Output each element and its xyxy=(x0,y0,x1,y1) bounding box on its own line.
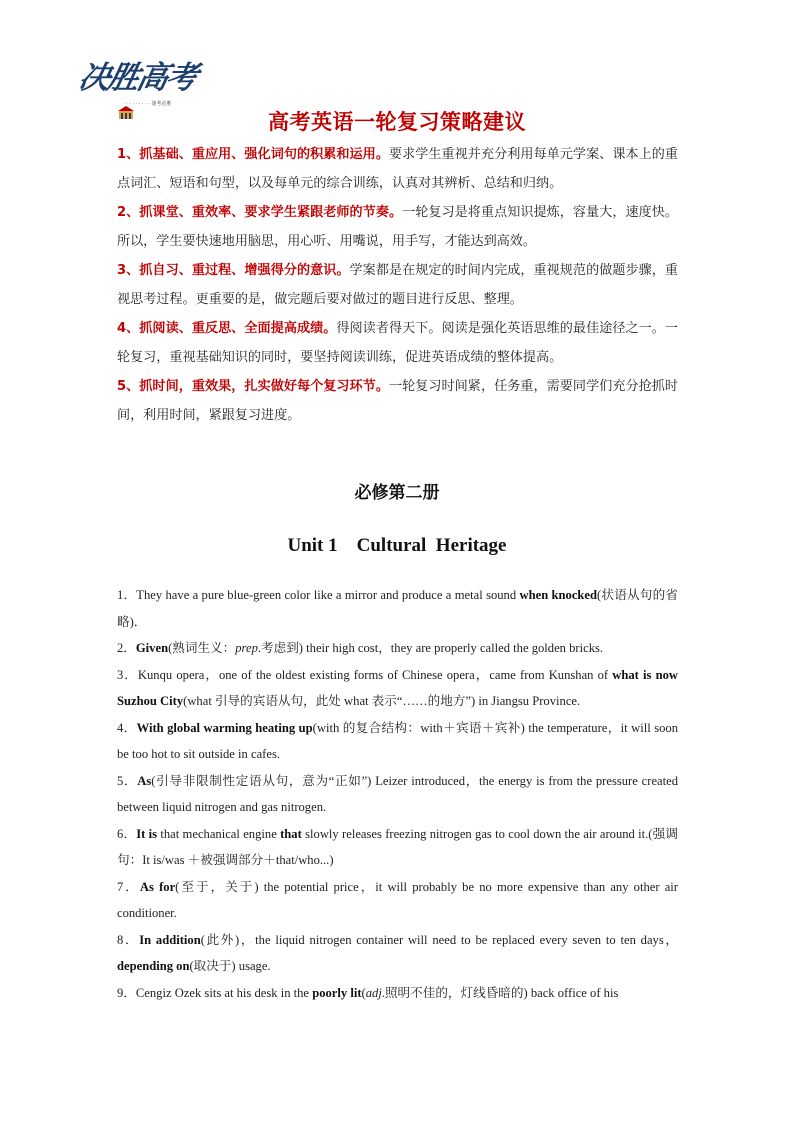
sentence-text: (状语从句的省略)． xyxy=(117,588,678,629)
sentence-text: 4． xyxy=(117,720,137,735)
sentence-text: (至于，关于) the potential price，it will probably be no more expensive than any other air conditioner. xyxy=(117,879,678,920)
tip-item xyxy=(117,372,678,430)
sentence-text: (熟词生义： xyxy=(168,641,236,655)
sentence-text: 2． xyxy=(117,641,136,655)
sentence-item xyxy=(117,927,678,980)
tip-heading: 2、抓课堂、重效率、要求学生紧跟老师的节奏。 xyxy=(117,205,403,220)
sentence-text: .考虑到) their high cost，they are properly called the golden bricks. xyxy=(257,641,604,655)
tip-text: 一轮复习是将重点知识提炼，容量大，速度快。所以，学生要快速地用脑思，用心听、用嘴说，用手写，才能达到高效。 xyxy=(117,205,678,249)
page-title: 高考英语一轮复习策略建议 xyxy=(268,110,526,134)
sentence-text: that mechanical engine xyxy=(157,826,281,841)
sentence-text: (with 的复合结构：with＋宾语＋宾补) the temperature，it will soon be too hot to sit outside in cafes. xyxy=(117,720,678,761)
tip-heading: 5、抓时间，重效果，扎实做好每个复习环节。 xyxy=(117,379,389,394)
key-phrase: Given xyxy=(135,641,169,655)
sentence-item xyxy=(117,715,678,768)
key-phrase: depending on xyxy=(117,959,190,973)
key-phrase: As for xyxy=(139,879,176,894)
logo-tagline: · · · · · · · · 逢考必胜 xyxy=(126,101,172,107)
sentence-text: .照明不佳的，灯线昏暗的) back office of his xyxy=(381,985,619,1000)
unit-title: Unit 1 Cultural Heritage xyxy=(287,535,507,556)
sentence-text: 6． xyxy=(117,826,137,841)
key-phrase: what is now Suzhou City xyxy=(117,667,678,708)
tip-text: 一轮复习时间紧，任务重，需要同学们充分抢抓时间，利用时间，紧跟复习进度。 xyxy=(117,379,678,423)
pos-label: prep xyxy=(235,641,258,655)
key-phrase: when knocked xyxy=(519,588,598,602)
key-phrase: As xyxy=(137,773,152,788)
sentence-text: slowly releases freezing nitrogen gas to cool down the air around it.(强调句：It is/was ＋被强调部分＋that/who...) xyxy=(117,826,679,867)
logo-text: 决胜高考 xyxy=(75,60,200,96)
tips-list xyxy=(117,140,678,430)
sentence-item xyxy=(117,635,678,662)
tip-text: 得阅读者得天下。阅读是强化英语思维的最佳途径之一。一轮复习，重视基础知识的同时，要坚持阅读训练，促进英语成绩的整体提高。 xyxy=(117,321,678,365)
sentence-text: (取决于) usage. xyxy=(189,959,271,973)
sentence-text: 9．Cengiz Ozek sits at his desk in the xyxy=(117,985,313,1000)
sentence-text: (what 引导的宾语从句，此处 what 表示“……的地方”) in Jiangsu Province. xyxy=(183,694,581,708)
tip-item xyxy=(117,314,678,372)
tip-item xyxy=(117,140,678,198)
sentence-text: (此外)，the liquid nitrogen container will need to be replaced every seven to ten days， xyxy=(200,932,679,947)
key-phrase: that xyxy=(280,826,302,841)
sentence-item xyxy=(117,582,678,635)
tip-heading: 3、抓自习、重过程、增强得分的意识。 xyxy=(117,263,350,278)
sentence-text: 3．Kunqu opera，one of the oldest existing forms of Chinese opera，came from Kunshan of xyxy=(117,667,613,682)
sentence-list xyxy=(117,582,678,1006)
sentence-text: ( xyxy=(361,985,366,1000)
key-phrase: It is xyxy=(136,826,158,841)
sentence-item xyxy=(117,980,678,1007)
tip-heading: 4、抓阅读、重反思、全面提高成绩。 xyxy=(117,321,337,336)
sentence-item xyxy=(117,662,678,715)
tip-heading: 1、抓基础、重应用、强化词句的积累和运用。 xyxy=(117,147,389,162)
sentence-text: (引导非限制性定语从句，意为“正如”) Leizer introduced，the energy is from the pressure created between liquid nitrogen and gas nitrogen. xyxy=(117,773,679,814)
sentence-item xyxy=(117,821,678,874)
sentence-text: 5． xyxy=(117,773,138,788)
sentence-text: 8． xyxy=(117,932,140,947)
sentence-item xyxy=(117,874,678,927)
tip-text: 学案都是在规定的时间内完成，重视规范的做题步骤，重视思考过程。更重要的是，做完题后要对做过的题目进行反思、整理。 xyxy=(117,263,678,307)
key-phrase: In addition xyxy=(139,932,201,947)
tip-text: 要求学生重视并充分利用每单元学案、课本上的重点词汇、短语和句型，以及每单元的综合训练，认真对其辨析、总结和归纳。 xyxy=(117,147,678,191)
tip-item xyxy=(117,256,678,314)
pos-label: adj xyxy=(365,985,382,1000)
sentence-text: 1．They have a pure blue-green color like a mirror and produce a metal sound xyxy=(117,588,520,602)
key-phrase: poorly lit xyxy=(312,985,362,1000)
sentence-text: 7． xyxy=(117,879,140,894)
sentence-item xyxy=(117,768,678,821)
key-phrase: With global warming heating up xyxy=(136,720,313,735)
tip-item xyxy=(117,198,678,256)
section-title: 必修第二册 xyxy=(354,483,440,503)
